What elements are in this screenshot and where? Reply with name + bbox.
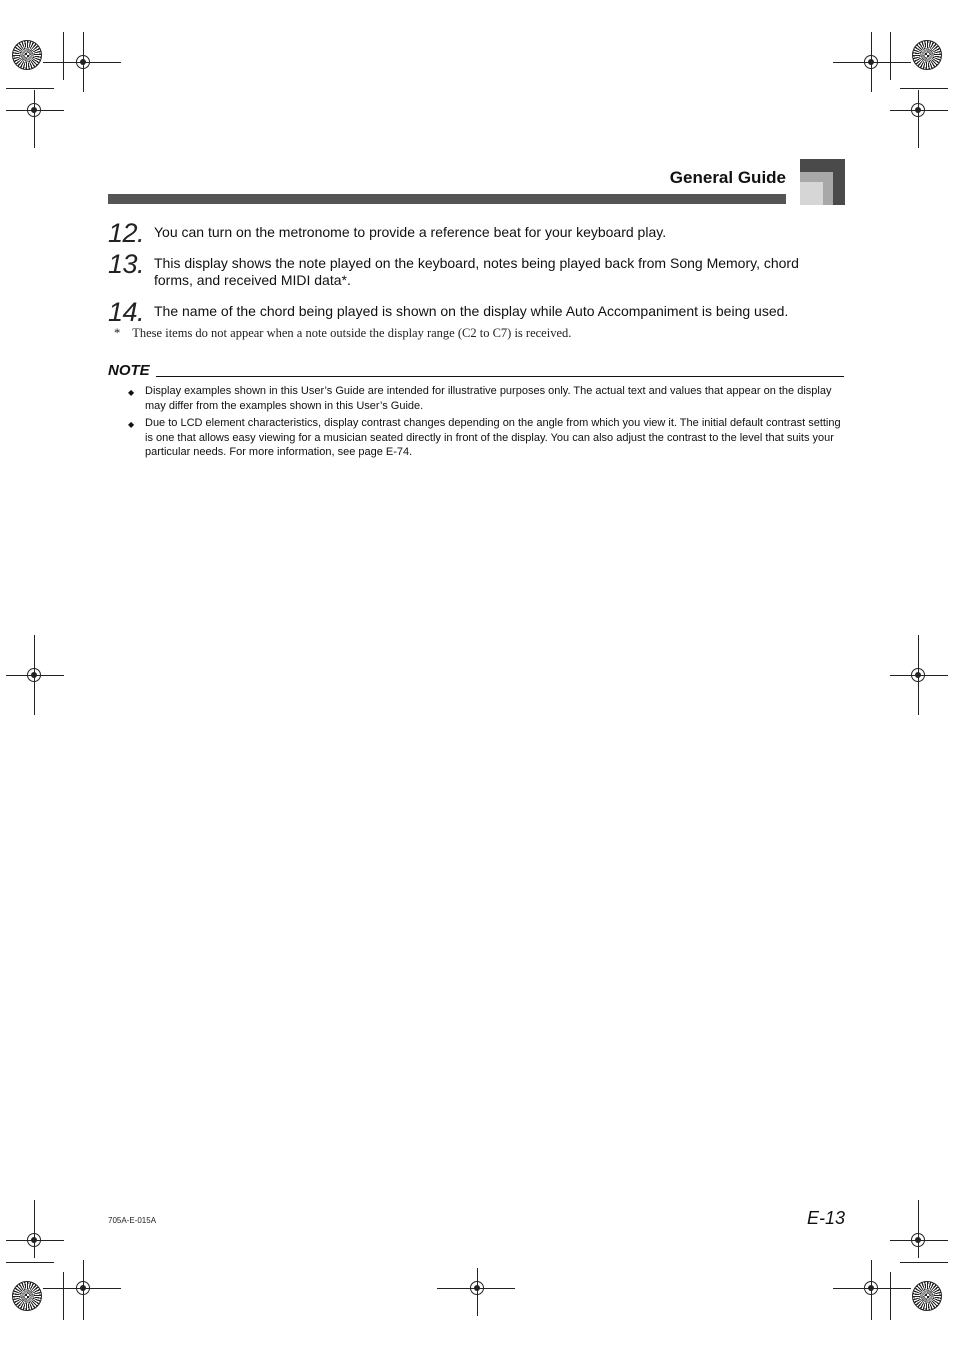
color-wheel-icon: [912, 1281, 942, 1311]
section-title: General Guide: [669, 168, 786, 187]
trim-mark: [6, 88, 54, 89]
footnote: [114, 326, 571, 341]
item-number: 14.: [108, 297, 145, 327]
color-wheel-icon: [12, 40, 42, 70]
trim-mark: [890, 32, 891, 80]
color-wheel-icon: [912, 40, 942, 70]
trim-mark: [6, 1262, 54, 1263]
note-title: NOTE: [108, 362, 150, 379]
header-rule: [108, 194, 786, 204]
list-item: [108, 218, 838, 248]
note-bullet: [128, 384, 844, 413]
section-tab-light: [800, 182, 823, 205]
trim-mark: [63, 32, 64, 80]
diamond-bullet-icon: ◆: [128, 388, 135, 397]
item-text: You can turn on the metronome to provide a reference beat for your keyboard play.: [154, 224, 667, 240]
diamond-bullet-icon: ◆: [128, 420, 135, 429]
trim-mark: [900, 1262, 948, 1263]
page-number: E-13: [806, 1208, 845, 1228]
trim-mark: [63, 1272, 64, 1320]
note-bullet: [128, 416, 844, 460]
document-code: 705A-E-015A: [108, 1216, 157, 1225]
footnote-text: These items do not appear when a note outside the display range (C2 to C7) is received.: [132, 326, 572, 340]
item-text: This display shows the note played on the keyboard, notes being played back from Song Memory, chord forms, and received MIDI data*.: [154, 255, 799, 288]
footnote-marker: *: [114, 326, 121, 340]
item-number: 12.: [108, 218, 145, 248]
list-item: [108, 297, 838, 327]
trim-mark: [900, 88, 948, 89]
trim-mark: [890, 1272, 891, 1320]
item-number: 13.: [108, 249, 145, 279]
list-item: [108, 249, 838, 289]
item-text: The name of the chord being played is shown on the display while Auto Accompaniment is being used.: [154, 303, 789, 319]
note-bullet-text: Display examples shown in this User’s Guide are intended for illustrative purposes only. The actual text and values that appear on the display may differ from the examples shown in this User’s Guide.: [145, 385, 832, 412]
color-wheel-icon: [12, 1281, 42, 1311]
note-rule: [156, 376, 844, 377]
note-bullet-text: Due to LCD element characteristics, display contrast changes depending on the angle from which you view it. The initial default contrast setting is one that allows easy viewing for a musician seated directly in front of the display. You can also adjust the contrast to the level that suits your particular needs. For more information, see page E-74.: [145, 417, 841, 458]
